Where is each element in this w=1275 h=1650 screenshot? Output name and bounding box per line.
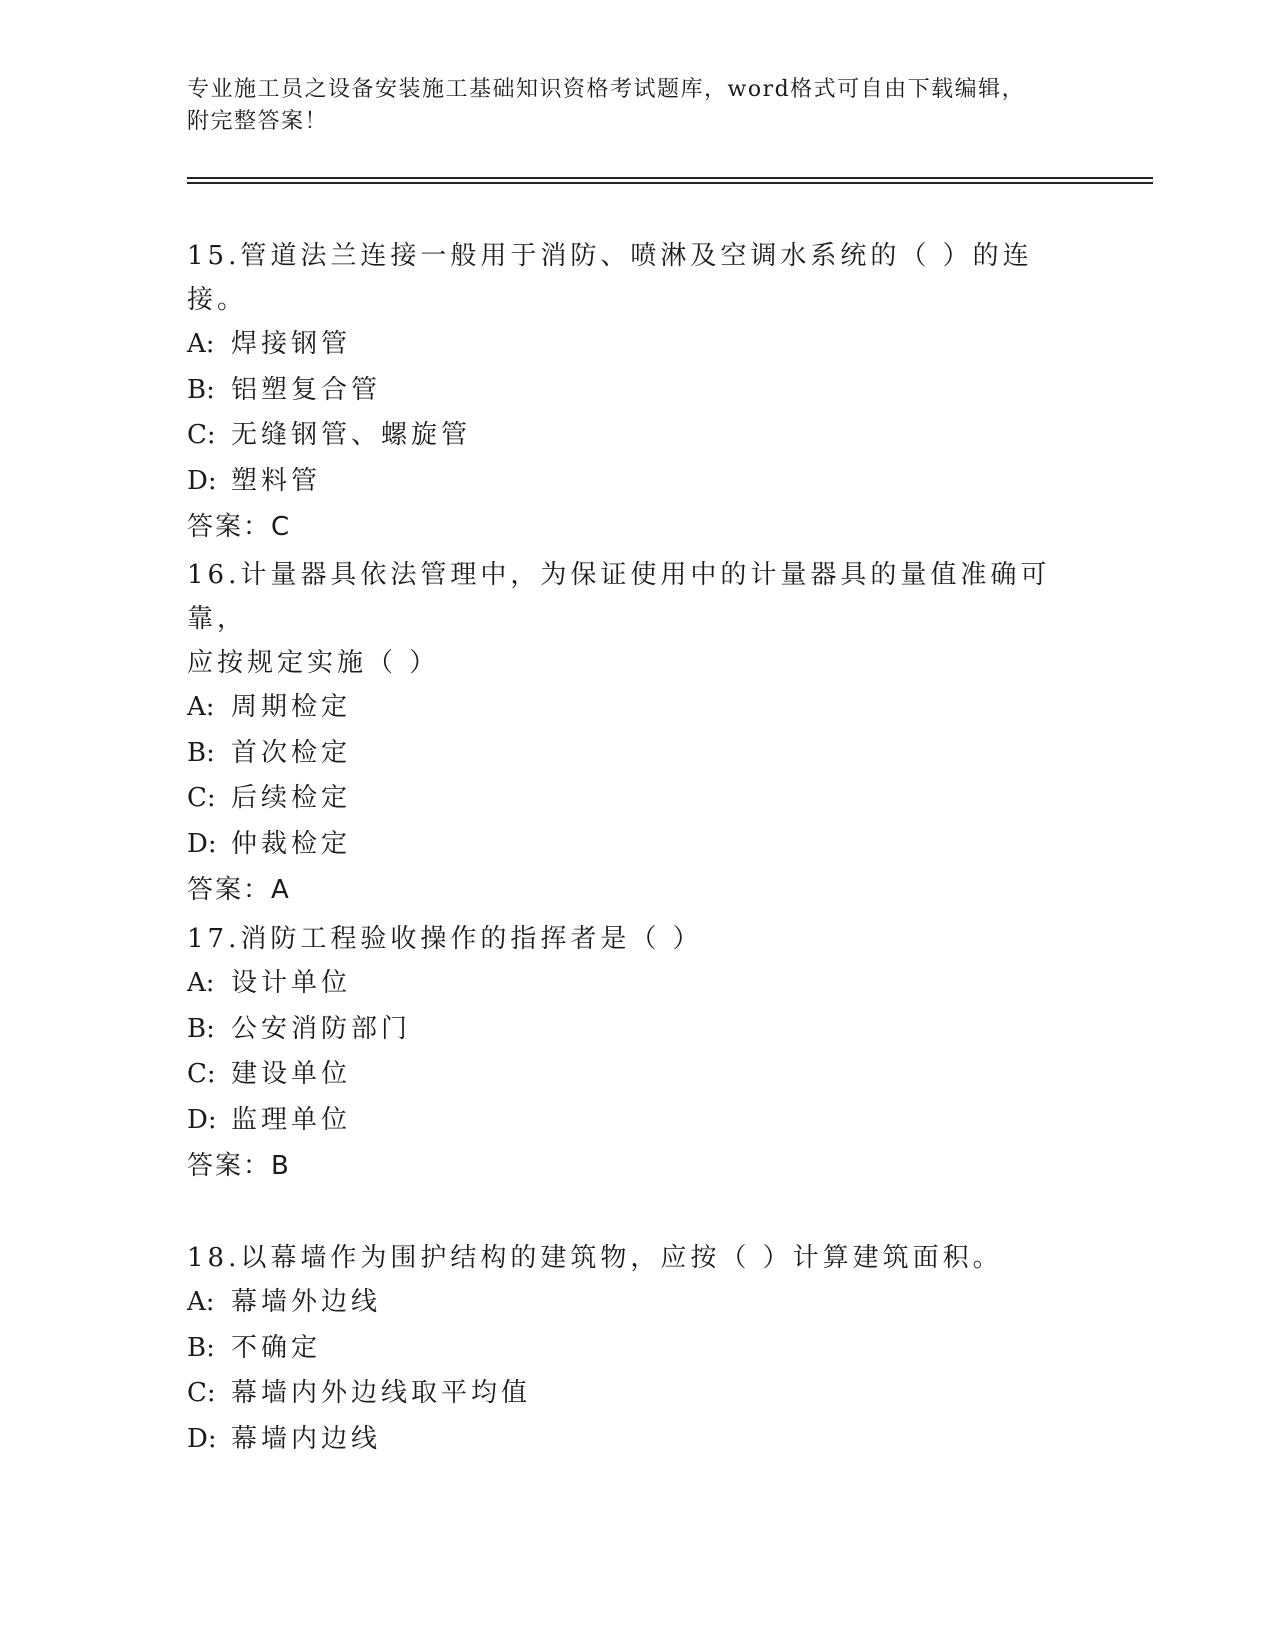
option-text: 建设单位 [231,1059,352,1089]
option-key: C: [187,1378,216,1408]
option-text: 监理单位 [231,1104,352,1135]
question-stem-continuation: 应按规定实施（ ） [187,648,440,678]
answer-line: 答案：B [187,1151,291,1181]
option-key: D: [187,465,217,496]
question-stem: 17.消防工程验收操作的指挥者是（ ） [187,924,703,954]
option-key: B: [187,374,215,405]
option-key: A: [187,1287,215,1317]
option-text: 仲裁检定 [231,828,352,859]
option-text: 幕墙内外边线取平均值 [231,1378,532,1408]
option-key: D: [187,1104,217,1135]
option-a [187,685,1087,731]
option-key: B: [187,1013,215,1044]
option-text: 周期检定 [231,692,352,722]
option-key: C: [187,1059,216,1089]
option-text: 公安消防部门 [231,1013,412,1044]
option-text: 铝塑复合管 [231,374,382,405]
option-c [187,776,1087,822]
question-16 [187,553,1087,913]
header-line-1: 专业施工员之设备安装施工基础知识资格考试题库，word格式可自由下载编辑， [187,77,1026,102]
question-stem: 16.计量器具依法管理中，为保证使用中的计量器具的量值准确可靠， [187,560,1051,634]
question-15 [187,234,1087,550]
option-text: 幕墙内边线 [231,1423,382,1454]
option-a [187,961,1087,1007]
option-key: B: [187,1332,215,1363]
option-text: 焊接钢管 [231,329,352,359]
option-a [187,322,1087,368]
question-stem: 18.以幕墙作为围护结构的建筑物，应按（ ）计算建筑面积。 [187,1243,1003,1273]
question-17 [187,917,1087,1189]
option-key: D: [187,828,217,859]
option-text: 首次检定 [231,737,352,768]
option-text: 幕墙外边线 [231,1287,382,1317]
document-header [187,74,1067,138]
option-d [187,459,1087,505]
option-key: C: [187,783,216,813]
option-key: A: [187,329,215,359]
option-text: 不确定 [231,1332,322,1363]
option-text: 塑料管 [231,465,322,496]
option-c [187,413,1087,459]
option-c [187,1052,1087,1098]
option-key: A: [187,968,215,998]
header-divider-bottom [187,182,1153,184]
option-d [187,1417,1087,1463]
option-key: B: [187,737,215,768]
header-divider-top [187,177,1153,179]
header-line-2: 附完整答案！ [187,109,329,134]
option-a [187,1280,1087,1326]
question-18 [187,1236,1087,1462]
option-key: D: [187,1423,217,1454]
option-d [187,1098,1087,1144]
answer-line: 答案：A [187,875,291,905]
question-stem: 15.管道法兰连接一般用于消防、喷淋及空调水系统的（ ）的连接。 [187,241,1033,315]
option-b [187,1007,1087,1053]
option-text: 无缝钢管、螺旋管 [231,420,472,450]
option-text: 设计单位 [231,968,352,998]
answer-line: 答案：C [187,512,292,542]
option-d [187,822,1087,868]
option-key: A: [187,692,215,722]
option-c [187,1371,1087,1417]
option-text: 后续检定 [231,783,352,813]
option-b [187,368,1087,414]
option-b [187,731,1087,777]
option-key: C: [187,420,216,450]
option-b [187,1326,1087,1372]
